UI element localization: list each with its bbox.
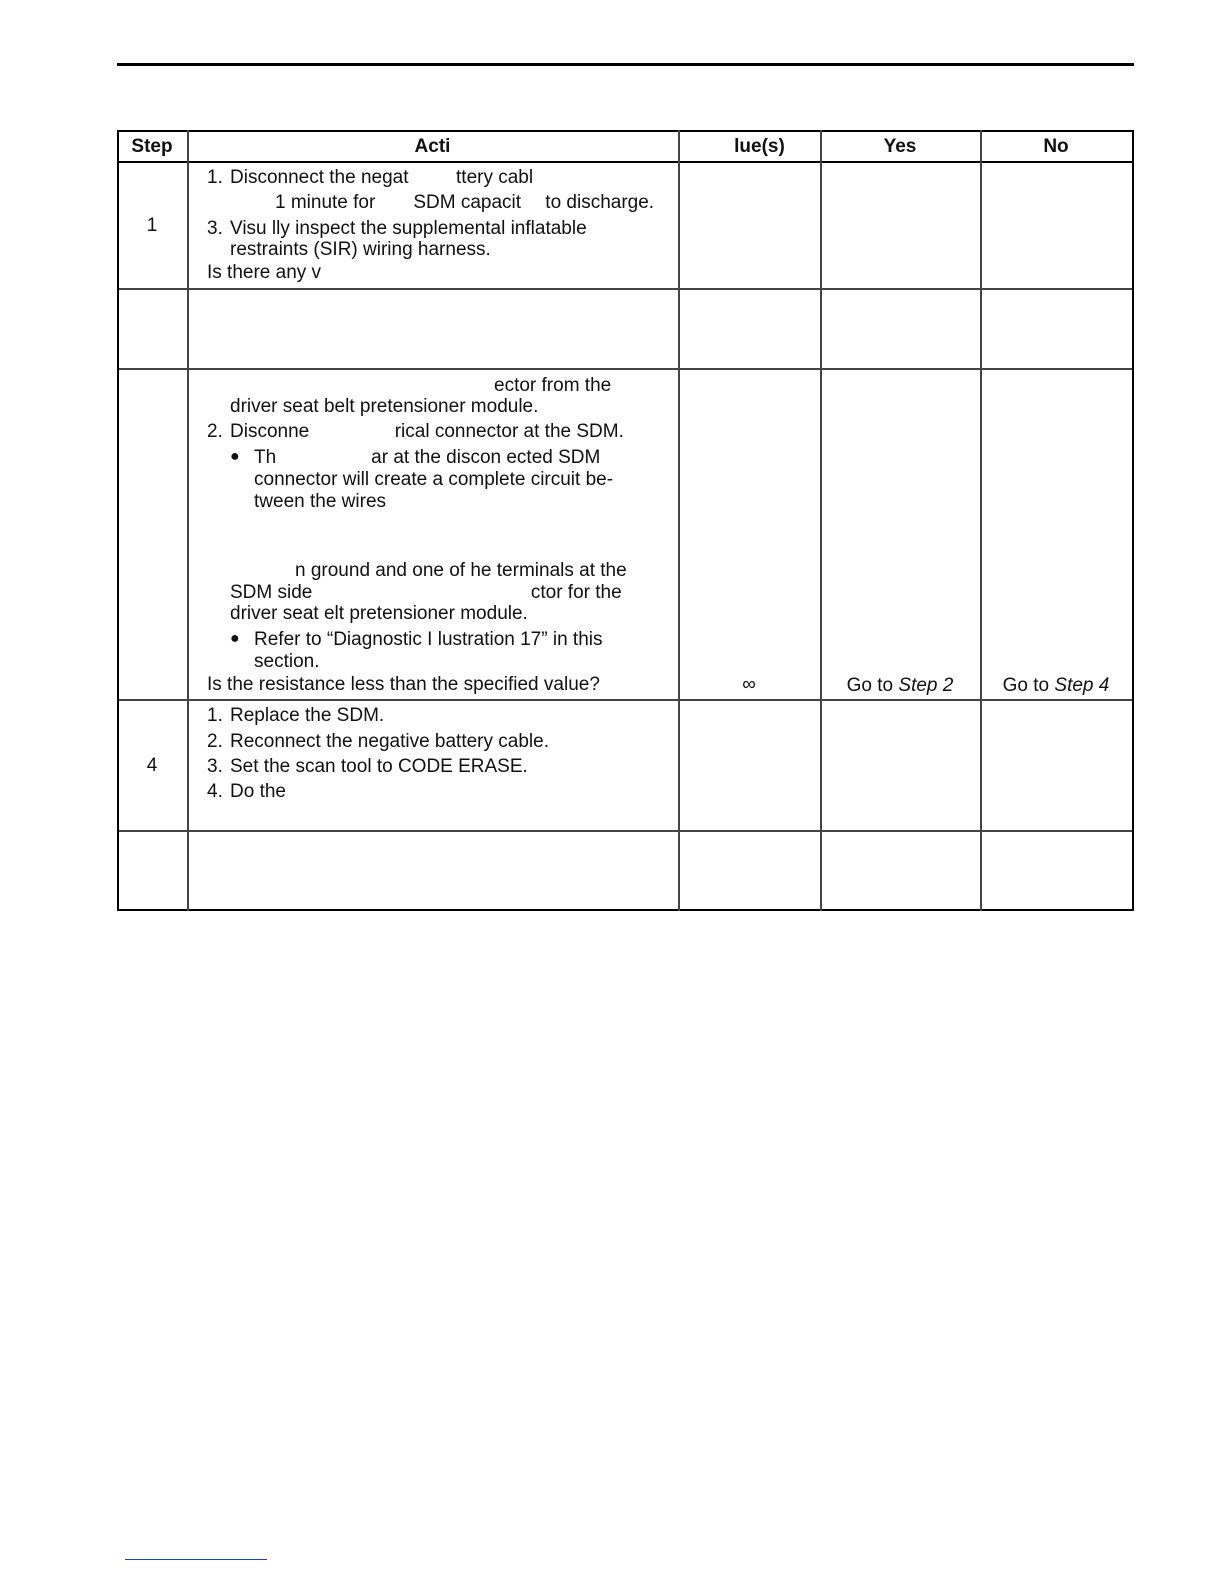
row1-item3: Visu lly inspect the supplemental inflatable [230, 218, 587, 239]
header-rule [117, 63, 1134, 66]
header-values: lue(s) [734, 136, 785, 157]
row4-item3: Set the scan tool to CODE ERASE. [230, 756, 528, 777]
header-step: Step [131, 136, 173, 157]
row3-bullet1: Th ar at the discon ected SDM [254, 447, 601, 468]
row1-item1: Disconnect the negat ttery cabl [230, 167, 534, 188]
row3-yes [820, 675, 980, 697]
row3-yes-step: Step 2 [898, 675, 954, 696]
row3-no [980, 675, 1132, 697]
row3-value: ∞ [742, 674, 756, 695]
row1-item3-number: 3. [207, 218, 223, 239]
row1-step: 1 [146, 215, 158, 236]
column-divider [678, 130, 680, 911]
header-no: No [1043, 136, 1069, 157]
table-border-left [117, 130, 119, 911]
row3-item1-cont: driver seat belt pretensioner module. [230, 396, 539, 417]
row4-item4: Do the [230, 781, 286, 802]
bullet-icon: ● [230, 630, 240, 647]
row3-item2: Disconne rical connector at the SDM. [230, 421, 624, 442]
row3-bullet2-cont: section. [254, 651, 320, 672]
row1-question: Is there any v [207, 262, 322, 283]
row4-item2-number: 2. [207, 731, 223, 752]
row4-item4-number: 4. [207, 781, 223, 802]
row4-item1-number: 1. [207, 705, 223, 726]
row3-item1: ector from the [494, 375, 612, 396]
row3-no-step: Step 4 [1054, 675, 1110, 696]
row3-item2-number: 2. [207, 421, 223, 442]
row4-item2: Reconnect the negative battery cable. [230, 731, 549, 752]
column-divider [980, 130, 982, 911]
row4-item1: Replace the SDM. [230, 705, 385, 726]
column-divider [187, 130, 189, 911]
row3-no-prefix: Go to [1002, 675, 1055, 696]
row3-item3-cont: SDM side ctor for the [230, 582, 622, 603]
row4-item3-number: 3. [207, 756, 223, 777]
row3-item3: n ground and one of he terminals at the [295, 560, 627, 581]
row1-item1-number: 1. [207, 167, 223, 188]
diagnostic-table [117, 130, 1134, 911]
row3-bullet1-cont: connector will create a complete circuit be- [254, 469, 614, 490]
footer-link-underline [125, 1559, 267, 1560]
row3-question: Is the resistance less than the specified value? [207, 674, 600, 695]
row3-yes-prefix: Go to [846, 675, 899, 696]
bullet-icon: ● [230, 448, 240, 465]
column-divider [820, 130, 822, 911]
table-border-right [1132, 130, 1134, 911]
row4-step: 4 [146, 755, 158, 776]
header-action: Acti [414, 136, 451, 157]
row1-item2: 1 minute for SDM capacit to discharge. [275, 192, 655, 213]
header-yes: Yes [883, 136, 917, 157]
row1-item3-cont: restraints (SIR) wiring harness. [230, 239, 491, 260]
row3-bullet2: Refer to “Diagnostic I lustration 17” in this [254, 629, 603, 650]
row3-item3-cont2: driver seat elt pretensioner module. [230, 603, 528, 624]
row3-bullet1-cont2: tween the wires [254, 491, 387, 512]
